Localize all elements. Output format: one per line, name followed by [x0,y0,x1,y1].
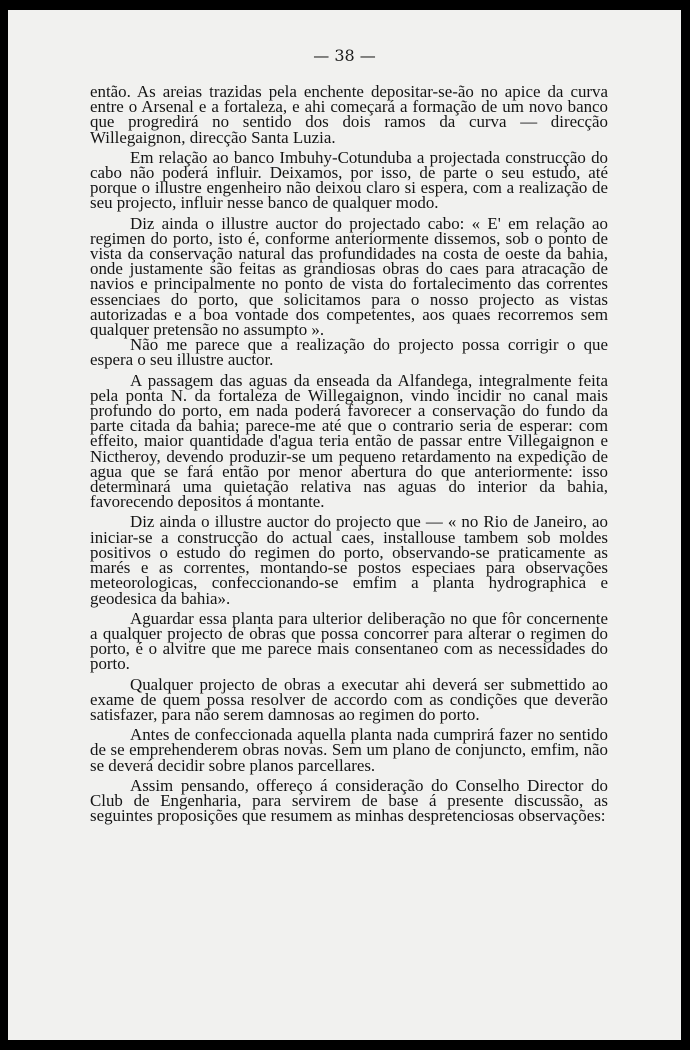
paragraph: Assim pensando, offereço á consideração do Conselho Director do Club de Engenharia, para servirem de base á presente discussão, as seguintes proposições que resumem as minhas despretenciosas observações: [90,775,608,826]
paragraph: Qualquer projecto de obras a executar ahi deverá ser submettido ao exame de quem possa resolver de accordo com as condições que deverão satisfazer, para não serem damnosas ao regimen do porto. [90,674,608,724]
paragraph: Em relação ao banco Imbuhy-Cotunduba a projectada construcção do cabo não poderá influir. Deixamos, por isso, de parte o seu estudo, até porque o illustre engenheiro não deixou claro si espera, com a realização de seu projecto, influir nesse banco de qualquer modo. [90,147,608,213]
paragraph: A passagem das aguas da enseada da Alfandega, integralmente feita pela ponta N. da fortaleza de Willegaignon, vindo incidir no canal mais profundo do porto, em nada poderá favorecer a conservação do fundo da parte citada da bahia; parece-me até que o contrario seria de esperar: com effeito, maior quantidade d'agua teria então de passar entre Villegaignon e Nictheroy, devendo produzir-se um pequeno retardamento na expedição de agua que se fará então por menor abertura do que anteriormente: isso determinará uma quietação relativa nas aguas do interior da bahia, favorecendo depositos á montante. [90,370,608,512]
paragraph: Diz ainda o illustre auctor do projectado cabo: « E' em relação ao regimen do porto, isto é, conforme anteriormente dissemos, sob o ponto de vista da conservação natural das profundidades na costa de oeste da bahia, onde justamente são feitas as grandiosas obras do caes para atracação de navios e principalmente no ponto de vista do fortalecimento das correntes essenciaes do porto, que solicitamos para o nosso projecto as vistas autorizadas e a boa vontade dos competentes, aos quaes recorremos sem qualquer pretensão no assumpto ». [90,213,608,340]
book-page [8,10,681,1040]
page-number: — 38 — [313,46,376,65]
paragraph: Antes de confeccionada aquella planta nada cumprirá fazer no sentido de se emprehenderem obras novas. Sem um plano de conjuncto, emfim, não se deverá decidir sobre planos parcellares. [90,725,608,775]
paragraph: então. As areias trazidas pela enchente depositar-se-ão no apice da curva entre o Arsenal e a fortaleza, e ahi começará a formação de um novo banco que progredirá no sentido dos dois ramos da curva — direcção Willegaignon, direcção Santa Luzia. [90,82,608,147]
paragraph: Aguardar essa planta para ulterior deliberação no que fôr concernente a qualquer projecto de obras que possa concorrer para alterar o regimen do porto, é o alvitre que me parece mais consentaneo com as necessidades do porto. [90,608,608,674]
paragraph: Diz ainda o illustre auctor do projecto que — « no Rio de Janeiro, ao iniciar-se a construcção do actual caes, installouse tambem sob moldes positivos o estudo do regimen do porto, observando-se praticamente as marés e as correntes, montando-se postos especiaes para observações meteorologicas, confeccionando-se emfim a planta hydrographica e geodesica da bahia». [90,512,608,608]
paragraph: Não me parece que a realização do projecto possa corrigir o que espera o seu illustre auctor. [90,335,608,370]
body-text [90,84,608,828]
